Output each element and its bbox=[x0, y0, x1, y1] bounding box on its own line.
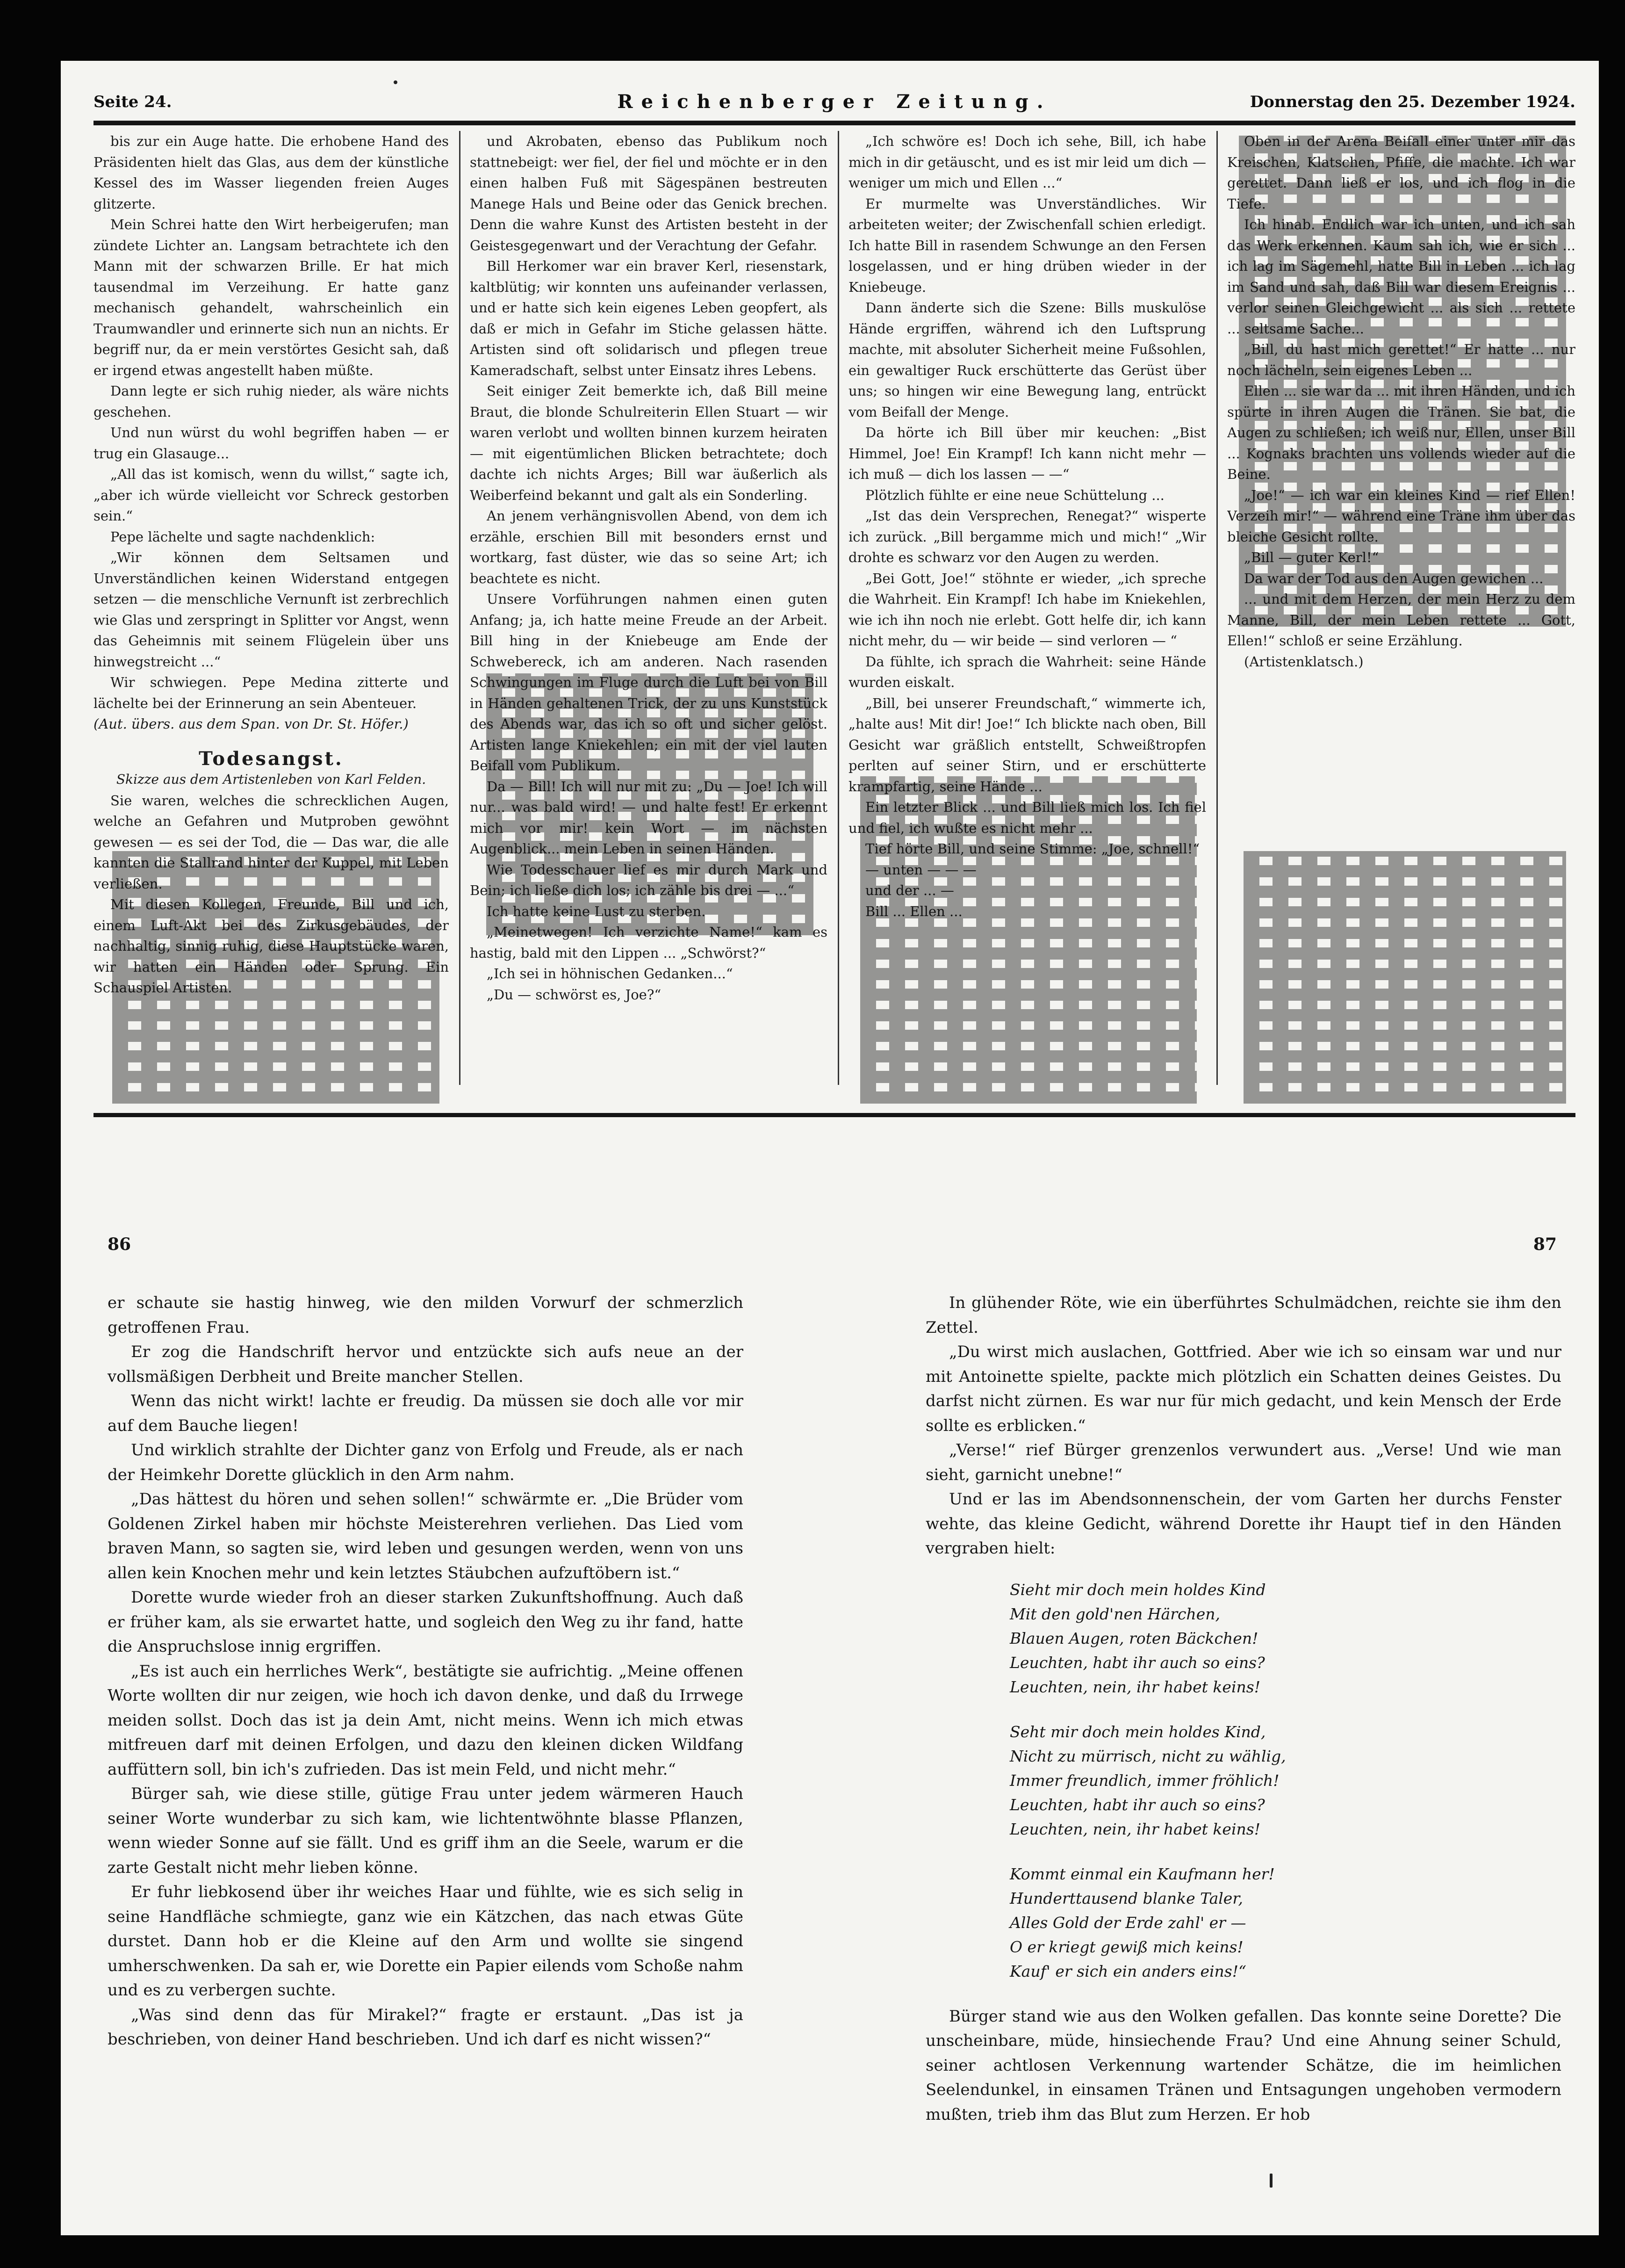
poem-line: Blauen Augen, roten Bäckchen! bbox=[1010, 1629, 1258, 1647]
column-paragraph: Er murmelte was Unverständliches. Wir arbeiteten weiter; der Zwischenfall schien erledigt. Ich hatte Bill in rasendem Schwunge an den Fersen losgelassen, und er hing drüben wieder in der Kniebeuge. bbox=[848, 195, 1206, 295]
book-paragraph: Und er las im Abendsonnenschein, der vom Garten her durchs Fenster wehte, das kleine Gedicht, während Dorette ihr Haupt tief in den Händen vergraben hielt: bbox=[926, 1490, 1561, 1558]
poem-line: Leuchten, nein, ihr habet keins! bbox=[1010, 1677, 1260, 1696]
book-paragraph: „Du wirst mich auslachen, Gottfried. Aber wie ich so einsam war und nur mit Antoinette spielte, packte mich plötzlich ein Schatten deines Geistes. Du darfst nicht zürnen. Es war nur für mich gedacht, und kein Mensch der Erde sollte es erblicken.“ bbox=[926, 1343, 1561, 1435]
book-paragraph: Dorette wurde wieder froh an dieser starken Zukunftshoffnung. Auch daß er früher kam, als sie erwartet hatte, und sogleich den Weg zu ihr fand, hatte die Anspruchslose innig ergriffen. bbox=[108, 1588, 743, 1656]
poem bbox=[1010, 1578, 1561, 1984]
column-paragraph: Da hörte ich Bill über mir keuchen: „Bist Himmel, Joe! Ein Krampf! Ich kann nicht mehr — ich muß — dich los lassen — —“ bbox=[848, 425, 1206, 482]
column-paragraph: Seit einiger Zeit bemerkte ich, daß Bill meine Braut, die blonde Schulreiterin Ellen Stuart — wir waren verlobt und wollten binnen kurzem heiraten — mit eigentümlichen Blicken betrachtete; doch dachte ich nichts Arges; Bill war äußerlich als Weiberfeind bekannt und galt als ein Sonderling. bbox=[470, 383, 827, 503]
column-paragraph: Dann änderte sich die Szene: Bills muskulöse Hände ergriffen, während ich den Luftsprung machte, mit absoluter Sicherheit meine Fußsohlen, ein gewaltiger Ruck erschütterte das Gerüst über uns; so hingen wir eine Bewegung lang, entrückt vom Beifall der Menge. bbox=[848, 300, 1206, 420]
sketch-title: Todesangst. bbox=[199, 747, 344, 770]
scan-border-right bbox=[1599, 0, 1625, 2268]
newspaper-page bbox=[93, 84, 1575, 1127]
scan-border-left bbox=[0, 0, 61, 2268]
column-paragraph: Tief hörte Bill, und seine Stimme: „Joe, schnell!“ bbox=[865, 841, 1200, 857]
left-page-text bbox=[108, 1291, 743, 2052]
book-paragraph: In glühender Röte, wie ein überführtes Schulmädchen, reichte sie ihm den Zettel. bbox=[926, 1293, 1561, 1337]
column-paragraph: „Ich schwöre es! Doch ich sehe, Bill, ich habe mich in dir getäuscht, und es ist mir leid um dich — weniger um mich und Ellen ...“ bbox=[848, 133, 1206, 191]
poem-line: Leuchten, habt ihr auch so eins? bbox=[1010, 1795, 1265, 1814]
header-rule bbox=[93, 121, 1575, 125]
column-paragraph: und Akrobaten, ebenso das Publikum noch stattnebeigt: wer fiel, der fiel und möchte er in den einen halben Fuß mit Sägespänen bestreuten Manege Hals und Beine oder das Genick brechen. Denn die wahre Kunst des Artisten besteht in der Geistesgegenwart und der Verachtung der Gefahr. bbox=[470, 133, 827, 253]
column-paragraph: Mit diesen Kollegen, Freunde, Bill und ich, einem Luft-Akt bei des Zirkusgebäudes, der nachhaltig, sinnig ruhig, diese Hauptstücke waren, wir hatten ein Händen oder Sprung. Ein Schauspiel Artisten. bbox=[93, 896, 449, 996]
poem-line: Mit den gold'nen Härchen, bbox=[1010, 1604, 1220, 1623]
masthead-title: Reichenberger Zeitung. bbox=[617, 91, 1052, 113]
column-paragraph: Ich hinab. Endlich war ich unten, und ich sah das Werk erkennen. Kaum sah ich, wie er sich ... ich lag im Sägemehl, hatte Bill in Leben ... ich lag im Sand und sah, daß Bill war diesem Ereignis ... verlor seinen Gleichgewicht ... als sich ... rettete ... seltsame Sache... bbox=[1227, 217, 1575, 337]
column-paragraph: Da fühlte, ich sprach die Wahrheit: seine Hände wurden eiskalt. bbox=[848, 653, 1206, 690]
column-paragraph: „Bill, du hast mich gerettet!“ Er hatte ... nur noch lächeln, sein eigenes Leben ... bbox=[1227, 341, 1575, 378]
column-paragraph: Oben in der Arena Beifall einer unter mir das Kreischen, Klatschen, Pfiffe, die machte. Ich war gerettet. Dann ließ er los, und ich flog in die Tiefe. bbox=[1227, 133, 1575, 212]
column-paragraph: „Du — schwörst es, Joe?“ bbox=[487, 986, 662, 1003]
column-paragraph: „Bill — guter Kerl!“ bbox=[1244, 549, 1379, 565]
page-bottom-rule bbox=[93, 1113, 1575, 1117]
poem-stanza bbox=[1010, 1862, 1561, 1984]
poem-line: O er kriegt gewiß mich keins! bbox=[1010, 1937, 1244, 1956]
book-paragraph: er schaute sie hastig hinweg, wie den milden Vorwurf der schmerzlich getroffenen Frau. bbox=[108, 1293, 743, 1337]
column-paragraph: Bill Herkomer war ein braver Kerl, riesenstark, kaltblütig; wir konnten uns aufeinander verlassen, und er hatte sich kein eigenes Leben geopfert, als daß er mich in Gefahr im Stiche gelassen hätte. Artisten sind oft solidarisch und pflegen treue Kameradschaft, selbst unter Einsatz ihres Lebens. bbox=[470, 258, 827, 378]
column-paragraph: Pepe lächelte und sagte nachdenklich: bbox=[110, 528, 375, 545]
print-smudge bbox=[112, 851, 439, 1104]
column-paragraph: „Wir können dem Seltsamen und Unverständlichen keinen Widerstand entgegen setzen — die menschliche Vernunft ist zerbrechlich wie Glas und zerspringt in Splitter vor Angst, wenn das Geheimnis mit seinem Flügelein über uns hinwegstreicht ...“ bbox=[93, 549, 449, 670]
column-paragraph: Wie Todesschauer lief es mir durch Mark und Bein; ich ließe dich los; ich zähle bis drei — ...“ bbox=[470, 861, 827, 898]
poem-stanza bbox=[1010, 1578, 1561, 1699]
column-paragraph: Sie waren, welches die schrecklichen Augen, welche an Gefahren und Mutproben gewöhnt gewesen — es sei der Tod, die — Das war, die alle kannten die Stallrand hinter der Kuppel, mit Leben verließen. bbox=[93, 792, 449, 892]
column-divider bbox=[1216, 131, 1218, 1085]
translation-credit: (Aut. übers. aus dem Span. von Dr. St. Höfer.) bbox=[93, 716, 409, 732]
book-paragraph: „Das hättest du hören und sehen sollen!“ schwärmte er. „Die Brüder vom Goldenen Zirkel haben mir höchste Meisterehren verliehen. Das Lied vom braven Mann, so sagten sie, wird leben und gesungen werden, wenn von uns allen kein Knochen mehr und kein letztes Stäubchen aufzuftöbern ist.“ bbox=[108, 1490, 743, 1582]
poem-line: Leuchten, nein, ihr habet keins! bbox=[1010, 1820, 1260, 1838]
column-paragraph: und der ... — bbox=[865, 882, 954, 898]
book-spread bbox=[93, 1235, 1575, 2217]
column-paragraph: Da war der Tod aus den Augen gewichen ... bbox=[1244, 570, 1544, 586]
column-paragraph: ... und mit dem Herzen, der mein Herz zu dem Manne, Bill, der mein Leben rettete ... Gott, Ellen!“ schloß er seine Erzählung. bbox=[1227, 591, 1575, 649]
poem-line: Nicht zu mürrisch, nicht zu wählig, bbox=[1010, 1747, 1286, 1765]
column-paragraph: Ellen ... sie war da ... mit ihren Händen, und ich spürte in ihren Augen die Tränen. Sie bat, die Augen zu schließen; ich weiß nur, Ellen, unser Bill ... Kognaks brachten uns vollends wieder auf die Beine. bbox=[1227, 383, 1575, 482]
book-paragraph: Bürger sah, wie diese stille, gütige Frau unter jedem wärmeren Hauch seiner Worte wunderbar zu sich kam, wie lichtentwöhnte blasse Pflanzen, wenn wieder Sonne auf sie fällt. Und es griff ihm an die Seele, warum er die zarte Gestalt nicht mehr lieben könne. bbox=[108, 1784, 743, 1877]
column-paragraph: „Bill, bei unserer Freundschaft,“ wimmerte ich, „halte aus! Mit dir! Joe!“ Ich blickte nach oben, Bill Gesicht war gräßlich entstellt, Schweißtropfen perlten auf seiner Stirn, und er erschütterte krampfartig, seine Hände ... bbox=[848, 695, 1206, 795]
book-paragraph: Wenn das nicht wirkt! lachte er freudig. Da müssen sie doch alle vor mir auf dem Bauche liegen! bbox=[108, 1392, 743, 1435]
print-smudge bbox=[1244, 851, 1566, 1104]
newspaper-header bbox=[93, 84, 1575, 122]
issue-date: Donnerstag den 25. Dezember 1924. bbox=[1250, 93, 1575, 111]
column-paragraph: „All das ist komisch, wenn du willst,“ sagte ich, „aber ich würde vielleicht vor Schreck gestorben sein.“ bbox=[93, 466, 449, 524]
left-page-number: 86 bbox=[108, 1235, 131, 1254]
column-paragraph: „Bei Gott, Joe!“ stöhnte er wieder, „ich spreche die Wahrheit. Ein Krampf! Ich habe im Kniekehlen, wie ich ihn noch nie erlebt. Gott helfe dir, ich kann nicht mehr, du — wir beide — sind verloren — “ bbox=[848, 570, 1206, 649]
print-smudge bbox=[1239, 136, 1566, 627]
column-paragraph: „Meinetwegen! Ich verzichte Name!“ kam es hastig, bald mit den Lippen ... „Schwörst?“ bbox=[470, 924, 827, 961]
column-paragraph: Unsere Vorführungen nahmen einen guten Anfang; ja, ich hatte meine Freude an der Arbeit. Bill hing in der Kniebeuge am Ende der Schwebereck, ich am anderen. Nach rasenden Schwingungen im Fluge durch die Luft bei von Bill in Händen gehaltenen Trick, der zu uns Kunststück des Abends war, das ich so oft und sicher gelöst. Artisten lange Kniekehlen; ein mit der viel lauten Beifall vom Publikum. bbox=[470, 591, 827, 773]
right-page-number: 87 bbox=[1533, 1235, 1557, 1254]
poem-line: Immer freundlich, immer fröhlich! bbox=[1010, 1771, 1280, 1790]
column-paragraph: Ich hatte keine Lust zu sterben. bbox=[487, 903, 706, 919]
poem-line: Kauf' er sich ein anders eins!“ bbox=[1010, 1962, 1246, 1980]
page-label: Seite 24. bbox=[93, 93, 172, 111]
scan-speck bbox=[1270, 2174, 1273, 2188]
column-paragraph: An jenem verhängnisvollen Abend, von dem ich erzähle, erschien Bill mit besonders ernst und wortkarg, fast düster, wie das so seine Art; ich beachtete es nicht. bbox=[470, 508, 827, 586]
book-paragraph: Und wirklich strahlte der Dichter ganz von Erfolg und Freude, als er nach der Heimkehr Dorette glücklich in den Arm nahm. bbox=[108, 1441, 743, 1484]
poem-line: Seht mir doch mein holdes Kind, bbox=[1010, 1722, 1266, 1741]
right-page-text bbox=[926, 1291, 1561, 2127]
column-paragraph: bis zur ein Auge hatte. Die erhobene Hand des Präsidenten hielt das Glas, aus dem der künstliche Kessel des im Wasser liegenden freien Auges glitzerte. bbox=[93, 133, 449, 212]
column-paragraph: Ein letzter Blick ... und Bill ließ mich los. Ich fiel und fiel, ich wußte es nicht mehr ... bbox=[848, 799, 1206, 836]
poem-line: Alles Gold der Erde zahl' er — bbox=[1010, 1913, 1246, 1932]
column-paragraph: „Ich sei in höhnischen Gedanken...“ bbox=[487, 966, 733, 982]
poem-line: Hunderttausend blanke Taler, bbox=[1010, 1889, 1243, 1907]
book-paragraph: Er fuhr liebkosend über ihr weiches Haar und fühlte, wie es sich selig in seine Handfläche schmiegte, ganz wie ein Kätzchen, das nach etwas Güte durstet. Dann hob er die Kleine auf den Arm und wollte sie singend umherschwenken. Da sah er, wie Dorette ein Papier eilends vom Schoße nahm und es zu verbergen suchte. bbox=[108, 1883, 743, 2000]
poem-stanza bbox=[1010, 1720, 1561, 1842]
scan-speck bbox=[394, 80, 397, 84]
book-paragraph: Bürger stand wie aus den Wolken gefallen. Das konnte seine Dorette? Die unscheinbare, müde, hinsiechende Frau? Und eine Ahnung seiner Schuld, seiner achtlosen Verkennung wartender Schätze, die im heimlichen Seelendunkel, in einsamen Tränen und Entsagungen ungehoben vermodern mußten, trieb ihm das Blut zum Herzen. Er hob bbox=[926, 2007, 1561, 2124]
column-paragraph: Mein Schrei hatte den Wirt herbeigerufen; man zündete Lichter an. Langsam betrachtete ich den Mann mit der schwarzen Brille. Er hat mich tausendmal im Verzeihung. Er hatte ganz mechanisch gehandelt, wahrscheinlich ein Traumwandler und erinnerte sich nun an nichts. Er begriff nur, da er mein verstörtes Gesicht sah, daß er irgend etwas angestellt haben müßte. bbox=[93, 217, 449, 378]
column-paragraph: Wir schwiegen. Pepe Medina zitterte und lächelte bei der Erinnerung an sein Abenteuer. bbox=[93, 674, 449, 711]
column-divider bbox=[459, 131, 460, 1085]
book-paragraph: „Was sind denn das für Mirakel?“ fragte er erstaunt. „Das ist ja beschrieben, von deiner Hand beschrieben. Und ich darf es nicht wissen?“ bbox=[108, 2005, 743, 2049]
poem-line: Leuchten, habt ihr auch so eins? bbox=[1010, 1653, 1265, 1672]
column-2 bbox=[470, 131, 827, 1080]
column-paragraph: „Ist das dein Versprechen, Renegat?“ wisperte ich zurück. „Bill bergamme mich und mich!“ „Wir drohte es schwarz vor den Augen zu werden. bbox=[848, 508, 1206, 565]
poem-line: Sieht mir doch mein holdes Kind bbox=[1010, 1580, 1266, 1599]
sketch-subtitle: Skizze aus dem Artistenleben von Karl Felden. bbox=[116, 772, 426, 787]
column-paragraph: Plötzlich fühlte er eine neue Schüttelung ... bbox=[865, 487, 1165, 503]
print-smudge bbox=[860, 776, 1197, 1104]
scan-border-top bbox=[0, 0, 1625, 61]
column-paragraph: Bill ... Ellen ... bbox=[865, 903, 963, 919]
scan-border-bottom bbox=[0, 2235, 1625, 2268]
column-paragraph: Und nun würst du wohl begriffen haben — er trug ein Glasauge... bbox=[93, 425, 449, 462]
book-paragraph: Er zog die Handschrift hervor und entzückte sich aufs neue an der vollsmäßigen Derbheit und Breite mancher Stellen. bbox=[108, 1343, 743, 1386]
column-paragraph: Dann legte er sich ruhig nieder, als wäre nichts geschehen. bbox=[93, 383, 449, 420]
column-paragraph: „Joe!“ — ich war ein kleines Kind — rief Ellen! Verzeih mir!“ — während eine Träne ihm über das bleiche Gesicht rollte. bbox=[1227, 487, 1575, 545]
column-paragraph: Da — Bill! Ich will nur mit zu: „Du — Joe! Ich will nur... was bald wird! — und halte fest! Er erkennt mich vor mir! kein Wort — im nächsten Augenblick... mein Leben in seinen Händen. bbox=[470, 778, 827, 857]
column-paragraph: (Artistenklatsch.) bbox=[1244, 653, 1364, 670]
print-smudge bbox=[486, 673, 813, 935]
column-paragraph: — unten — — — bbox=[865, 861, 977, 878]
book-paragraph: „Verse!“ rief Bürger grenzenlos verwundert aus. „Verse! Und wie man sieht, garnicht unebne!“ bbox=[926, 1441, 1561, 1484]
poem-line: Kommt einmal ein Kaufmann her! bbox=[1010, 1864, 1275, 1883]
book-paragraph: „Es ist auch ein herrliches Werk“, bestätigte sie aufrichtig. „Meine offenen Worte wollten dir nur zeigen, wie hoch ich davon denke, und daß du Irrwege meiden sollst. Doch das ist ja dein Amt, nicht meins. Wenn ich mich etwas mitfreuen darf mit deinen Erfolgen, und dazu den kleinen dicken Wildfang auffüttern soll, bin ich's zufrieden. Das ist mein Feld, und nicht mehr.“ bbox=[108, 1661, 743, 1779]
column-divider bbox=[838, 131, 839, 1085]
